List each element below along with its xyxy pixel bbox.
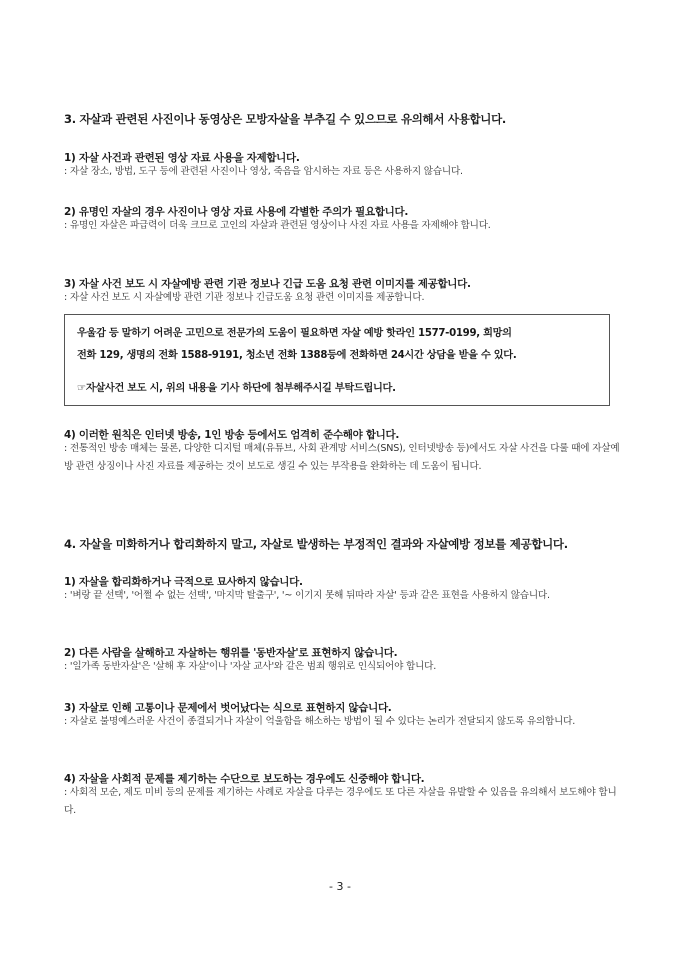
section-3-title: 3. 자살과 관련된 사진이나 동영상은 모방자살을 부추길 수 있으므로 유의해서 사용합니다.	[64, 112, 506, 126]
section-4-item-1-heading: 1) 자살을 합리화하거나 극적으로 묘사하지 않습니다.	[64, 576, 303, 588]
section-4-item-4-heading: 4) 자살을 사회적 문제를 제기하는 수단으로 보도하는 경우에도 신중해야 합니다.	[64, 773, 425, 785]
section-4-item-1-body: : '벼랑 끝 선택', '어쩔 수 없는 선택', '마지막 탈출구', '~ 이기지 못해 뒤따라 자살' 등과 같은 표현을 사용하지 않습니다.	[64, 590, 550, 601]
section-4-item-2-heading: 2) 다른 사람을 살해하고 자살하는 행위를 '동반자살'로 표현하지 않습니다.	[64, 647, 398, 659]
hotline-info-line-1: 우울감 등 말하기 어려운 고민으로 전문가의 도움이 필요하면 자살 예방 핫라인 1577-0199, 희망의	[77, 328, 512, 339]
section-3-item-2-heading: 2) 유명인 자살의 경우 사진이나 영상 자료 사용에 각별한 주의가 필요합니다.	[64, 206, 409, 218]
section-4-item-3-heading: 3) 자살로 인해 고통이나 문제에서 벗어났다는 식으로 표현하지 않습니다.	[64, 702, 392, 714]
section-3-item-3-body: : 자살 사건 보도 시 자살예방 관련 기관 정보나 긴급도움 요청 관련 이미지를 제공합니다.	[64, 292, 425, 303]
section-4-item-4-body: : 사회적 모순, 제도 미비 등의 문제를 제기하는 사례로 자살을 다루는 경우에도 또 다른 자살을 유발할 수 있음을 유의해서 보도해야 합니다.	[64, 787, 617, 816]
section-4-item-2-body: : '일가족 동반자살'은 '살해 후 자살'이나 '자살 교사'와 같은 범죄 행위로 인식되어야 합니다.	[64, 661, 437, 672]
section-4-item-3-body: : 자살로 불명예스러운 사건이 종결되거나 자살이 억울함을 해소하는 방법이 될 수 있다는 논리가 전달되지 않도록 유의합니다.	[64, 716, 576, 727]
hotline-info-box	[64, 314, 610, 406]
hotline-info-note: ☞자살사건 보도 시, 위의 내용을 기사 하단에 첨부해주시길 부탁드립니다.	[77, 383, 396, 394]
section-3-item-1-heading: 1) 자살 사건과 관련된 영상 자료 사용을 자제합니다.	[64, 152, 300, 164]
section-3-item-4-body: : 전통적인 방송 매체는 물론, 다양한 디지털 매체(유튜브, 사회 관계망 서비스(SNS), 인터넷방송 등)에서도 자살 사건을 다룰 때에 자살예방 관련 상징이나 사진 자료를 제공하는 것이 보도로 생길 수 있는 부작용을 완화하는 데 도움이 됩니다.	[64, 443, 620, 472]
section-4-title: 4. 자살을 미화하거나 합리화하지 말고, 자살로 발생하는 부정적인 결과와 자살예방 정보를 제공합니다.	[64, 537, 568, 551]
section-3-item-1-body: : 자살 장소, 방법, 도구 등에 관련된 사진이나 영상, 죽음을 암시하는 자료 등은 사용하지 않습니다.	[64, 166, 463, 177]
section-3-item-2-body: : 유명인 자살은 파급력이 더욱 크므로 고인의 자살과 관련된 영상이나 사진 자료 사용을 자제해야 합니다.	[64, 220, 491, 231]
page-number: - 3 -	[329, 880, 351, 893]
section-3-item-3-heading: 3) 자살 사건 보도 시 자살예방 관련 기관 정보나 긴급 도움 요청 관련 이미지를 제공합니다.	[64, 278, 471, 290]
section-3-item-4-heading: 4) 이러한 원칙은 인터넷 방송, 1인 방송 등에서도 엄격히 준수해야 합니다.	[64, 429, 400, 441]
hotline-info-line-2: 전화 129, 생명의 전화 1588-9191, 청소년 전화 1388등에 전화하면 24시간 상담을 받을 수 있다.	[77, 350, 517, 361]
